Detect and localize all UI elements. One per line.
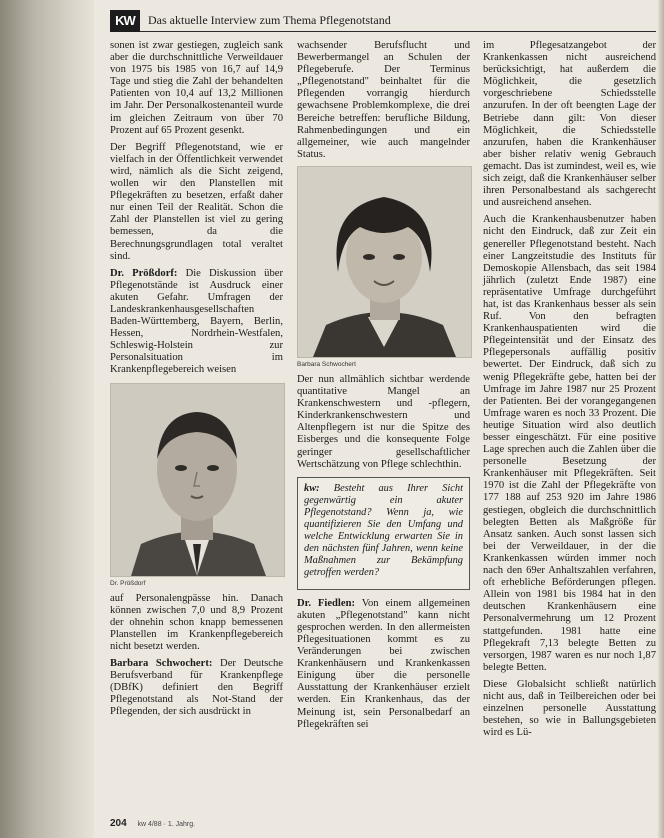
speaker-name: Barbara Schwochert: (110, 658, 213, 669)
speaker-name: Dr. Fiedlen: (297, 597, 355, 609)
paragraph: sonen ist zwar gestiegen, zugleich sank aber die durchschnittliche Verweildauer von 1975 bis 1985 von 16,7 auf 14,9 Tage und stieg die Zahl der behandelten Patienten von 10,4 auf 13,2 Millionen im Jahr. Der Personalkostenanteil wurde im gleichen Zeitraum von über 70 Prozent auf 65 Prozent gesenkt. (110, 40, 283, 136)
portrait-photo-woman (297, 166, 472, 358)
magazine-logo: KW (110, 10, 140, 32)
paragraph (297, 598, 470, 731)
paragraph: Auch die Krankenhausbenutzer haben nicht den Eindruck, daß zur Zeit ein genereller Pflegenotstand besteht. Nach einer Langzeitstudie des Instituts für Demoskopie Allensbach, das seit 1984 jährlich (zuletzt Ende 1987) eine repräsentative Umfrage durchgeführt hat, ist das Krankenhaus besser als sein Ruf. Von den befragten Krankenhauspatienten wird die Pflegeintensität und der Einsatz des Pflegepersonals auffällig positiv bewertet. Der Eindruck, daß sich zu wenig Pflegekräfte gebe, hatten bei der Umfrage im Jahre 1987 nur 25 Prozent der Patienten. Bei der vorangegangenen Umfrage waren es noch 33 Prozent. Die heutige Situation wird also deutlich besser eingeschätzt. Für eine positive Lage sprechen auch die Zahlen über die personelle Besetzung der Krankenhäuser mit Pflegekräften. Seit 1970 ist die Zahl der Pflegekräfte von 177 188 auf 253 920 im Jahre 1986 gestiegen, obgleich die durchschnittlich belegten Betten als Maßgröße für Ansatz sanken. Auch sonst lassen sich bei der Verweildauer, in der die Krankenkassen würden immer noch nach den 69er Anhaltszahlen verfahren, oft erhebliche Beförderungen pflegen. Allein von 1981 bis 1984 hat in den deutschen Krankenhäusern eine Personalvermehrung um 12 Prozent stattgefunden. 1981 hatte eine Pflegekraft 7,13 belegte Betten zu versorgen, 1987 waren es nur noch 1,87 belegte Betten. (483, 214, 656, 673)
question-body: Besteht aus Ihrer Sicht gegenwärtig ein akuter Pflegenotstand? Wenn ja, wie quantifizieren Sie den Umfang und welche Entwicklung erwarten Sie in den nächsten fünf Jahren, wenn keine Maßnahmen zur Bekämpfung getroffen werden? (304, 482, 463, 578)
paragraph (110, 658, 283, 718)
question-label: kw: (304, 482, 320, 494)
page-number: 204 (110, 818, 127, 829)
text-column-3 (483, 40, 656, 744)
paragraph: Diese Globalsicht schließt natürlich nicht aus, daß in Teilbereichen oder bei einzelnen personelle Ausstattung bestehen, so wie in Ballungsgebieten wird es Lü- (483, 678, 656, 739)
speaker-name: Dr. Prößdorf: (110, 267, 178, 279)
photo-caption: Barbara Schwochert (297, 360, 356, 368)
question-text (304, 483, 463, 579)
text-column-1 (110, 40, 283, 723)
paragraph: im Pflegesatzangebot der Krankenkassen nicht ausreichend berücksichtigt, hat außerdem die Möglichkeit, die gesetzlich vorgeschriebene Schiedsstelle anzurufen. In der oft beengten Lage der Betriebe dann gilt: Von dieser Möglichkeit, die Schiedsstelle anzurufen, haben die Krankenhäuser aber bisher relativ wenig Gebrauch gemacht. Das ist zumindest, weil es, wie sich zeigt, daß die Krankenhäuser selber ihren Personalbestand als sachgerecht und ausreichend ansehen. (483, 40, 656, 209)
paragraph: auf Personalengpässe hin. Danach können zwischen 7,0 und 8,9 Prozent der ohnehin schon knapp bemessenen Planstellen im Krankenpflegebereich nicht besetzt werden. (110, 592, 283, 652)
paragraph-text: Der Deutsche Berufsverband für Krankenpflege (DBfK) definiert den Begriff Pflegenotstand als Not-Stand der Pflegenden, der sich ausdrückt in (110, 658, 283, 718)
paragraph: Der Begriff Pflegenotstand, wie er vielfach in der Öffentlichkeit verwendet wird, nämlich als die Sicht zeigend, wollen wir den Planstellen mit Pflegekräften zu besetzen, erfaßt daher nur einen Teil der Realität. Schon die Zahl der Planstellen ist viel zu gering bemessen, da die Berechnungsgrundlagen total veraltet sind. (110, 141, 283, 262)
book-spine-shadow (0, 0, 94, 838)
interview-question-box (297, 477, 470, 590)
page-edge (658, 0, 664, 838)
issue-reference: kw 4/88 · 1. Jahrg. (137, 821, 196, 828)
paragraph: wachsender Berufsflucht und Bewerbermangel an Schulen der Pflegeberufe. Der Terminus „Pflegenotstand" beinhaltet für die Pflegenden vorrangig hierdurch gewachsene Problemkomplexe, die drei Bereiche betreffen: berufliche Bildung, Rahmenbedingungen und ein allgemeiner, wie auch mangelnder Status. (297, 40, 470, 160)
paragraph-text: Von einem allgemeinen akuten „Pflegenotstand" kann nicht gesprochen werden. In den allermeisten Pflegesituationen kommt es zu Veränderungen bei zwischen Krankenhäusern und Krankenkassen Einigung über die personelle Ausstattung der Krankenhäuser erzielt werden. Ein Krankenhaus, das der Meinung ist, sein Personalbedarf an Pflegekräften sei (297, 597, 471, 730)
page-footer (110, 818, 195, 829)
paragraph-text: Die Diskussion über Pflegenotstände ist Ausdruck einer akuten Gefahr. Umfragen der Landeskrankenhausgesellschaften Baden-Württemberg, Bayern, Berlin, Hessen, Nordrhein-Westfalen, Schleswig-Holstein zur Personalsituation im Krankenpflegebereich weisen (110, 267, 283, 376)
running-head-title: Das aktuelle Interview zum Thema Pflegenotstand (148, 13, 391, 27)
text-column-2 (297, 40, 470, 736)
photo-caption: Dr. Prößdorf (110, 579, 146, 587)
paragraph (110, 268, 283, 377)
running-header (110, 10, 656, 32)
paragraph: Der nun allmählich sichtbar werdende quantitative Mangel an Krankenschwestern und -pflegern, Kinderkrankenschwestern und Altenpflegern ist nur die Spitze des Eisberges und die konsequente Folge geringer gesellschaftlicher Wertschätzung von Pflege schlechthin. (297, 373, 470, 470)
portrait-photo-man (110, 383, 285, 577)
header-rule (140, 31, 656, 32)
